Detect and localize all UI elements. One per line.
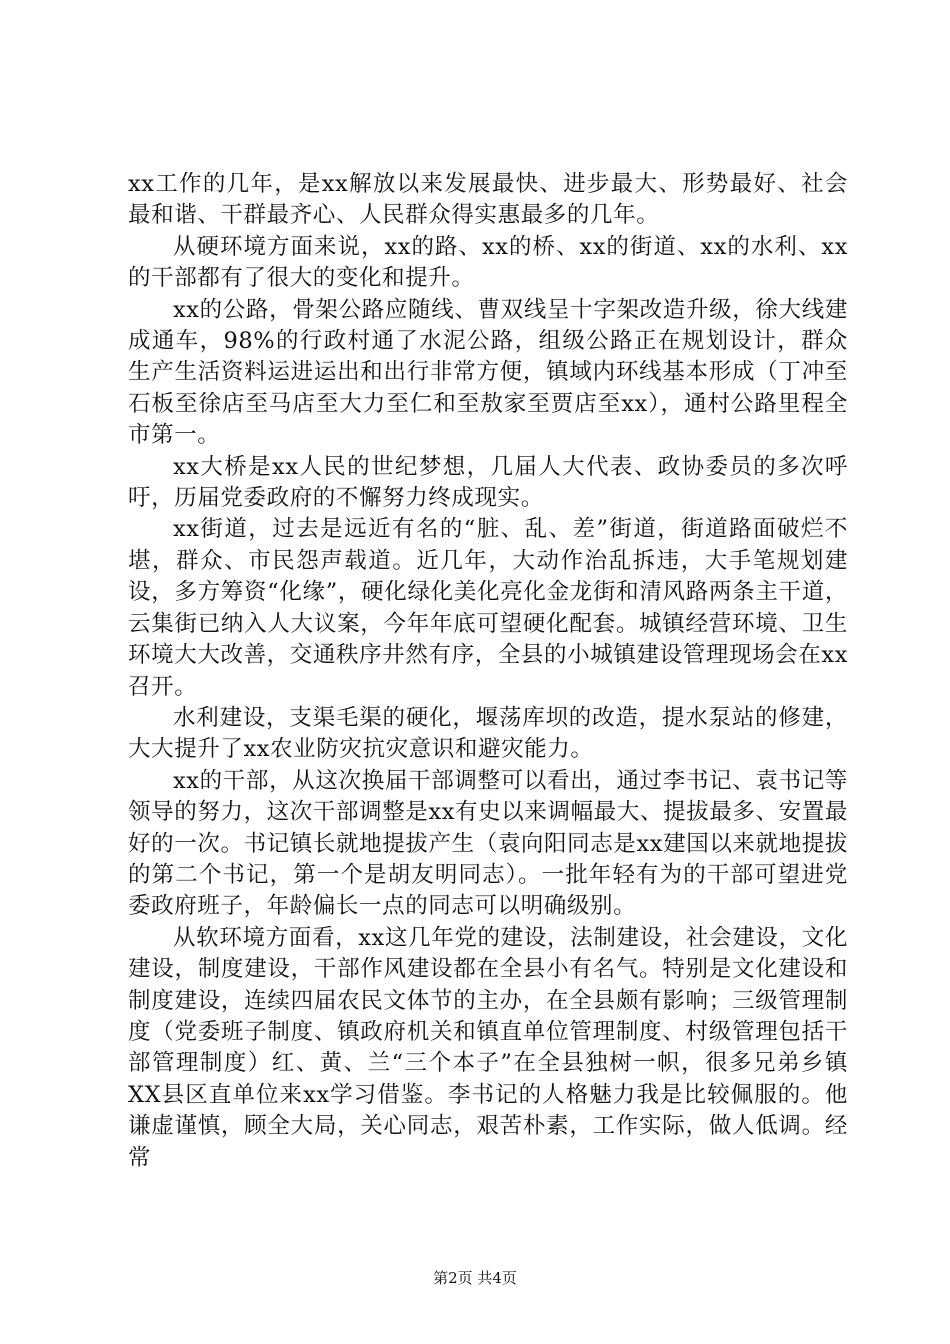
- paragraph-4: xx大桥是xx人民的世纪梦想，几届人大代表、政协委员的多次呼吁，历届党委政府的不懈努力终成现实。: [128, 453, 848, 512]
- paragraph-8: 从软环境方面看，xx这几年党的建设，法制建设，社会建设，文化建设，制度建设，干部作风建设都在全县小有名气。特别是文化建设和制度建设，连续四届农民文体节的主办，在全县颇有影响；三级管理制度（党委班子制度、镇政府机关和镇直单位管理制度、村级管理包括干部管理制度）红、黄、兰“三个本子”在全县独树一帜，很多兄弟乡镇XX县区直单位来xx学习借鉴。李书记的人格魅力我是比较佩服的。他谦虚谨慎，顾全大局，关心同志，艰苦朴素，工作实际，做人低调。经常: [128, 924, 848, 1171]
- paragraph-3: xx的公路，骨架公路应随线、曹双线呈十字架改造升级，徐大线建成通车，98%的行政村通了水泥公路，组级公路正在规划设计，群众生产生活资料运进运出和出行非常方便，镇域内环线基本形成（丁冲至石板至徐店至马店至大力至仁和至敖家至贾店至xx），通村公路里程全市第一。: [128, 296, 848, 449]
- paragraph-1: xx工作的几年，是xx解放以来发展最快、进步最大、形势最好、社会最和谐、干群最齐心、人民群众得实惠最多的几年。: [128, 171, 848, 229]
- document-body: [128, 169, 848, 1174]
- paragraph-5: xx街道，过去是远近有名的“脏、乱、差”街道，街道路面破烂不堪，群众、市民怨声载道。近几年，大动作治乱拆违，大手笔规划建设，多方筹资“化缘”，硬化绿化美化亮化金龙街和清风路两条主干道，云集街已纳入人大议案，今年年底可望硬化配套。城镇经营环境、卫生环境大大改善，交通秩序井然有序，全县的小城镇建设管理现场会在xx召开。: [128, 516, 848, 700]
- page-footer: 第2页 共4页: [433, 1269, 517, 1287]
- paragraph-7: xx的干部，从这次换届干部调整可以看出，通过李书记、袁书记等领导的努力，这次干部调整是xx有史以来调幅最大、提拔最多、安置最好的一次。书记镇长就地提拔产生（袁向阳同志是xx建国以来就地提拔的第二个书记，第一个是胡友明同志）。一批年轻有为的干部可望进党委政府班子，年龄偏长一点的同志可以明确级别。: [128, 767, 848, 920]
- paragraph-2: 从硬环境方面来说，xx的路、xx的桥、xx的街道、xx的水利、xx的干部都有了很大的变化和提升。: [128, 233, 848, 292]
- paragraph-6: 水利建设，支渠毛渠的硬化，堰荡库坝的改造，提水泵站的修建，大大提升了xx农业防灾抗灾意识和避灾能力。: [128, 704, 848, 763]
